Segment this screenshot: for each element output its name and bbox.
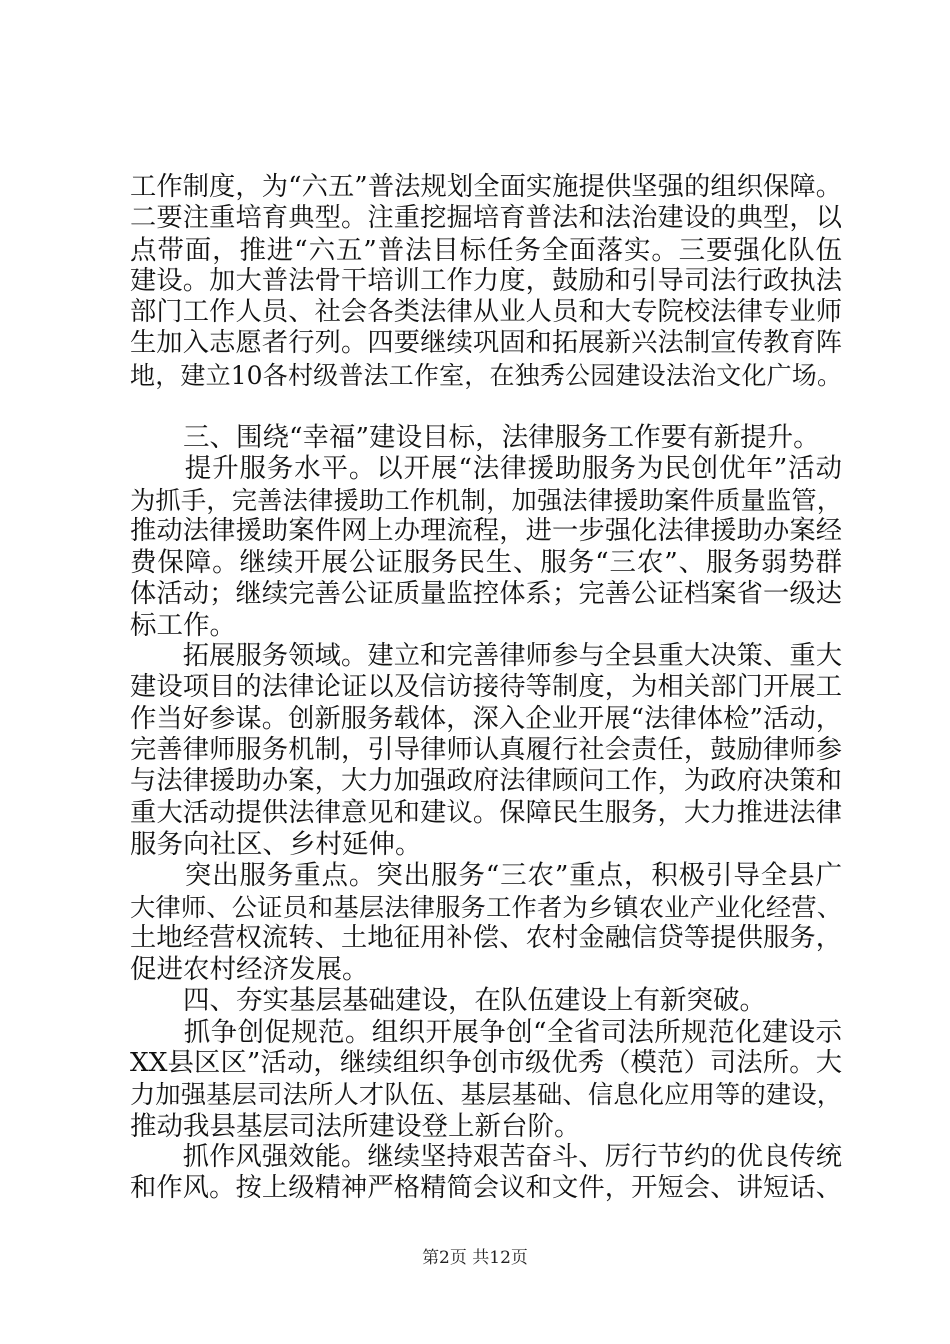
text-line: 作当好参谋。创新服务载体，深入企业开展“法律体检”活动， bbox=[130, 703, 842, 734]
text-line: 建设项目的法律论证以及信访接待等制度，为相关部门开展工 bbox=[130, 672, 842, 703]
text-line: 二要注重培育典型。注重挖掘培育普法和法治建设的典型，以 bbox=[130, 203, 842, 234]
text-line: 体活动；继续完善公证质量监控体系；完善公证档案省一级达 bbox=[130, 578, 842, 609]
section-heading: 四、夯实基层基础建设，在队伍建设上有新突破。 bbox=[130, 985, 766, 1017]
text-line: XX县区区”活动，继续组织争创市级优秀（模范）司法所。大 bbox=[130, 1048, 842, 1079]
paragraph-gap bbox=[130, 391, 842, 422]
text-line: 抓争创促规范。组织开展争创“全省司法所规范化建设示 bbox=[130, 1016, 842, 1048]
text-line: 重大活动提供法律意见和建议。保障民生服务，大力推进法律 bbox=[130, 797, 842, 828]
text-line: 部门工作人员、社会各类法律从业人员和大专院校法律专业师 bbox=[130, 297, 842, 328]
text-line: 与法律援助办案，大力加强政府法律顾问工作，为政府决策和 bbox=[130, 766, 842, 797]
text-line: 推动法律援助案件网上办理流程，进一步强化法律援助办案经 bbox=[130, 515, 842, 546]
text-line: 土地经营权流转、土地征用补偿、农村金融信贷等提供服务， bbox=[130, 922, 842, 953]
document-body bbox=[130, 172, 842, 1205]
text-line: 提升服务水平。以开展“法律援助服务为民创优年”活动 bbox=[130, 453, 842, 485]
text-line: 推动我县基层司法所建设登上新台阶。 bbox=[130, 1110, 581, 1142]
text-line: 地，建立10各村级普法工作室，在独秀公园建设法治文化广场。 bbox=[130, 360, 842, 390]
text-line: 抓作风强效能。继续坚持艰苦奋斗、厉行节约的优良传统 bbox=[130, 1141, 842, 1172]
text-line: 标工作。 bbox=[130, 609, 236, 641]
text-line: 为抓手，完善法律援助工作机制，加强法律援助案件质量监管， bbox=[130, 485, 842, 515]
text-line: 服务向社区、乡村延伸。 bbox=[130, 828, 422, 860]
text-line: 突出服务重点。突出服务“三农”重点，积极引导全县广 bbox=[130, 860, 842, 892]
text-line: 建设。加大普法骨干培训工作力度，鼓励和引导司法行政执法 bbox=[130, 265, 842, 296]
text-line: 费保障。继续开展公证服务民生、服务“三农”、服务弱势群 bbox=[130, 547, 842, 579]
text-line: 点带面，推进“六五”普法目标任务全面落实。三要强化队伍 bbox=[130, 234, 842, 266]
text-line: 工作制度，为“六五”普法规划全面实施提供坚强的组织保障。 bbox=[130, 172, 842, 202]
section-heading: 三、围绕“幸福”建设目标，法律服务工作要有新提升。 bbox=[130, 422, 820, 454]
text-line: 大律师、公证员和基层法律服务工作者为乡镇农业产业化经营、 bbox=[130, 892, 842, 922]
text-line: 拓展服务领域。建立和完善律师参与全县重大决策、重大 bbox=[130, 641, 842, 672]
text-line: 力加强基层司法所人才队伍、基层基础、信息化应用等的建设， bbox=[130, 1080, 842, 1110]
text-line: 促进农村经济发展。 bbox=[130, 954, 369, 986]
page-number-footer: 第2页 共12页 bbox=[422, 1248, 528, 1268]
text-line: 完善律师服务机制，引导律师认真履行社会责任，鼓励律师参 bbox=[130, 735, 842, 766]
text-line: 生加入志愿者行列。四要继续巩固和拓展新兴法制宣传教育阵 bbox=[130, 328, 842, 359]
text-line: 和作风。按上级精神严格精简会议和文件，开短会、讲短话、 bbox=[130, 1173, 842, 1204]
